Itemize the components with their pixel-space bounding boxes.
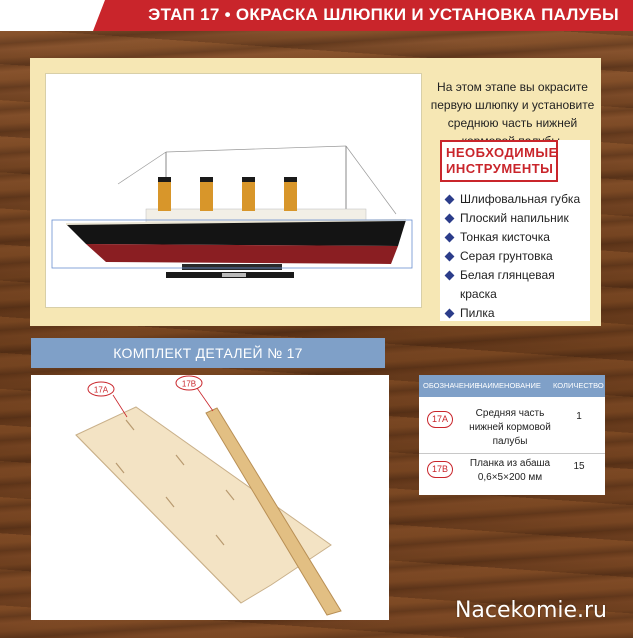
bullet-icon bbox=[445, 233, 455, 243]
bullet-icon bbox=[445, 309, 455, 319]
required-tools-box bbox=[440, 140, 590, 321]
part-name: Средняя часть нижней кормовой палубы bbox=[469, 408, 551, 447]
stage-header bbox=[0, 0, 633, 31]
stage-intro-text: На этом этапе вы окрасите первую шлюпку и установите среднюю часть нижней bbox=[430, 80, 595, 130]
bullet-icon bbox=[445, 252, 455, 262]
col-name-header: НАИМЕНОВАНИЕ bbox=[477, 381, 541, 390]
ship-model-image bbox=[45, 73, 422, 308]
row-divider bbox=[419, 453, 605, 454]
kit-title-bar: КОМПЛЕКТ ДЕТАЛЕЙ № 17 bbox=[31, 338, 385, 368]
bullet-icon bbox=[445, 271, 455, 281]
bullet-icon bbox=[445, 195, 455, 205]
parts-illustration bbox=[31, 375, 389, 620]
tool-item: Тонкая кисточка bbox=[446, 228, 588, 247]
watermark: Nacekomie.ru bbox=[454, 598, 607, 623]
parts-table-header bbox=[419, 375, 605, 397]
part-qty: 1 bbox=[576, 411, 582, 422]
tools-list bbox=[446, 190, 588, 323]
tool-item: Серая грунтовка bbox=[446, 247, 588, 266]
col-qty-header: КОЛИЧЕСТВО bbox=[553, 381, 604, 390]
part-code: 17B bbox=[427, 461, 453, 478]
part-qty: 15 bbox=[573, 461, 585, 472]
col-code-header: ОБОЗНАЧЕНИЕ bbox=[423, 381, 480, 390]
table-row bbox=[419, 457, 605, 491]
tool-item: Плоский напильник bbox=[446, 209, 588, 228]
required-tools-title: НЕОБХОДИМЫЕ ИНСТРУМЕНТЫ bbox=[440, 140, 558, 182]
parts-photo bbox=[31, 375, 389, 620]
part-code: 17A bbox=[427, 411, 453, 428]
stage-info-panel bbox=[30, 58, 601, 326]
ship-model-illustration bbox=[46, 74, 421, 307]
tool-item: Белая глянцевая краска bbox=[446, 266, 588, 304]
parts-table bbox=[419, 375, 605, 495]
table-row bbox=[419, 405, 605, 453]
bullet-icon bbox=[445, 214, 455, 224]
part-name: Планка из абаша 0,6×5×200 мм bbox=[469, 458, 551, 483]
part-label-17a: 17A bbox=[93, 385, 109, 395]
tool-item: Шлифовальная губка bbox=[446, 190, 588, 209]
stage-title: ЭТАП 17 • ОКРАСКА ШЛЮПКИ И УСТАНОВКА ПАЛУБЫ bbox=[148, 5, 619, 24]
tool-item: Пилка bbox=[446, 304, 588, 323]
part-label-17b: 17B bbox=[181, 379, 197, 389]
